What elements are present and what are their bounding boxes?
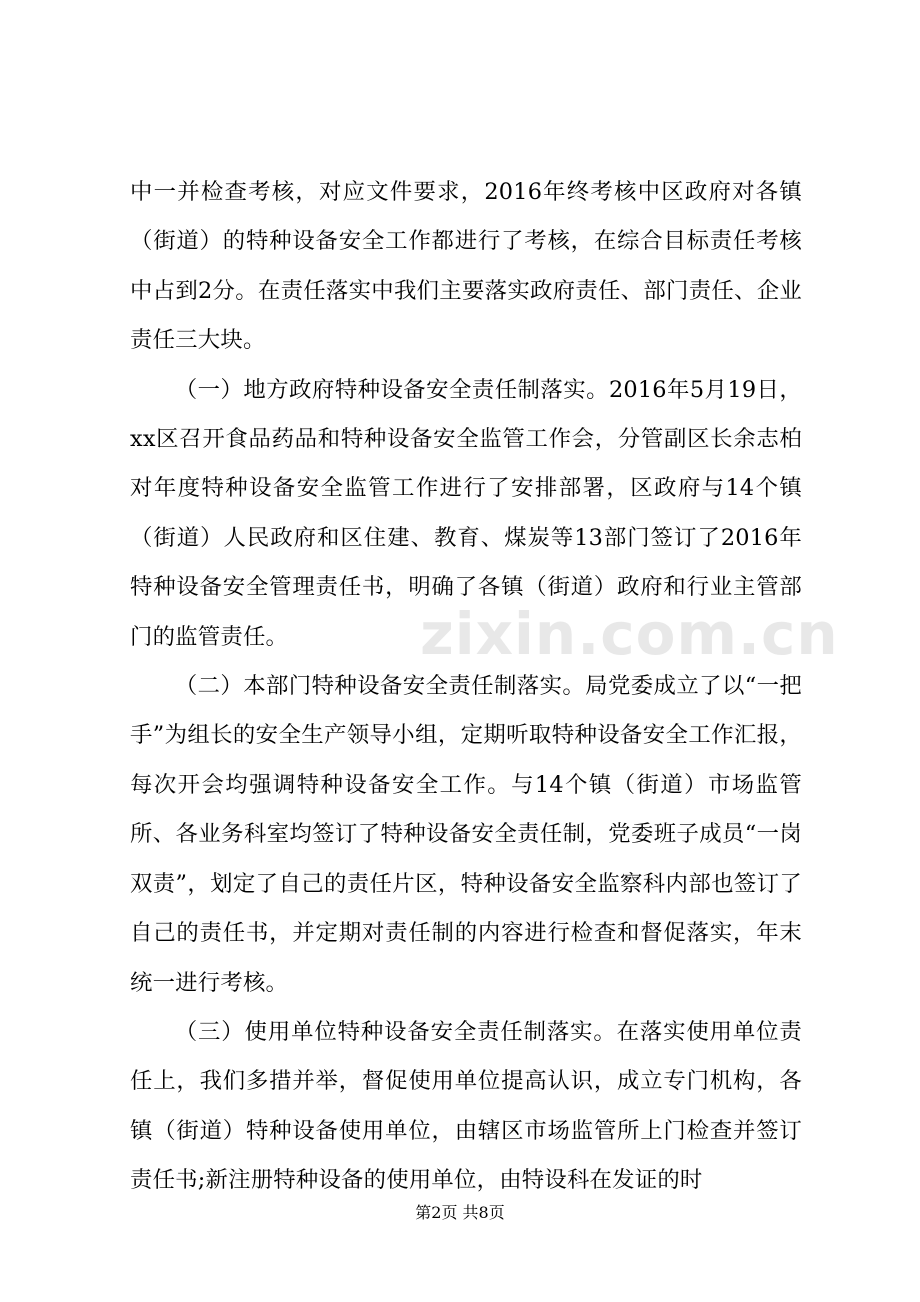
paragraph-2: （一）地方政府特种设备安全责任制落实。2016年5月19日，xx区召开食品药品和特种设备安全监管工作会，分管副区长余志柏对年度特种设备安全监管工作进行了安排部署，区政府与14个镇（街道）人民政府和区住建、教育、煤炭等13部门签订了2016年特种设备安全管理责任书，明确了各镇（街道）政府和行业主管部门的监管责任。: [130, 376, 802, 650]
paragraph-4: （三）使用单位特种设备安全责任制落实。在落实使用单位责任上，我们多措并举，督促使用单位提高认识，成立专门机构，各镇（街道）特种设备使用单位，由辖区市场监管所上门检查并签订责任书;新注册特种设备的使用单位，由特设科在发证的时: [130, 1018, 802, 1194]
paragraph-1: 中一并检查考核，对应文件要求，2016年终考核中区政府对各镇（街道）的特种设备安全工作都进行了考核，在综合目标责任考核中占到2分。在责任落实中我们主要落实政府责任、部门责任、企业责任三大块。: [130, 179, 802, 354]
paragraph-3: （二）本部门特种设备安全责任制落实。局党委成立了以“一把手”为组长的安全生产领导小组，定期听取特种设备安全工作汇报，每次开会均强调特种设备安全工作。与14个镇（街道）市场监管所、各业务科室均签订了特种设备安全责任制，党委班子成员“一岗双责”，划定了自己的责任片区，特种设备安全监察科内部也签订了自己的责任书，并定期对责任制的内容进行检查和督促落实，年末统一进行考核。: [130, 673, 802, 996]
watermark: zixin.com.cn: [420, 600, 839, 668]
document-body: [130, 168, 802, 1206]
page-footer: 第2页 共8页: [415, 1203, 505, 1222]
